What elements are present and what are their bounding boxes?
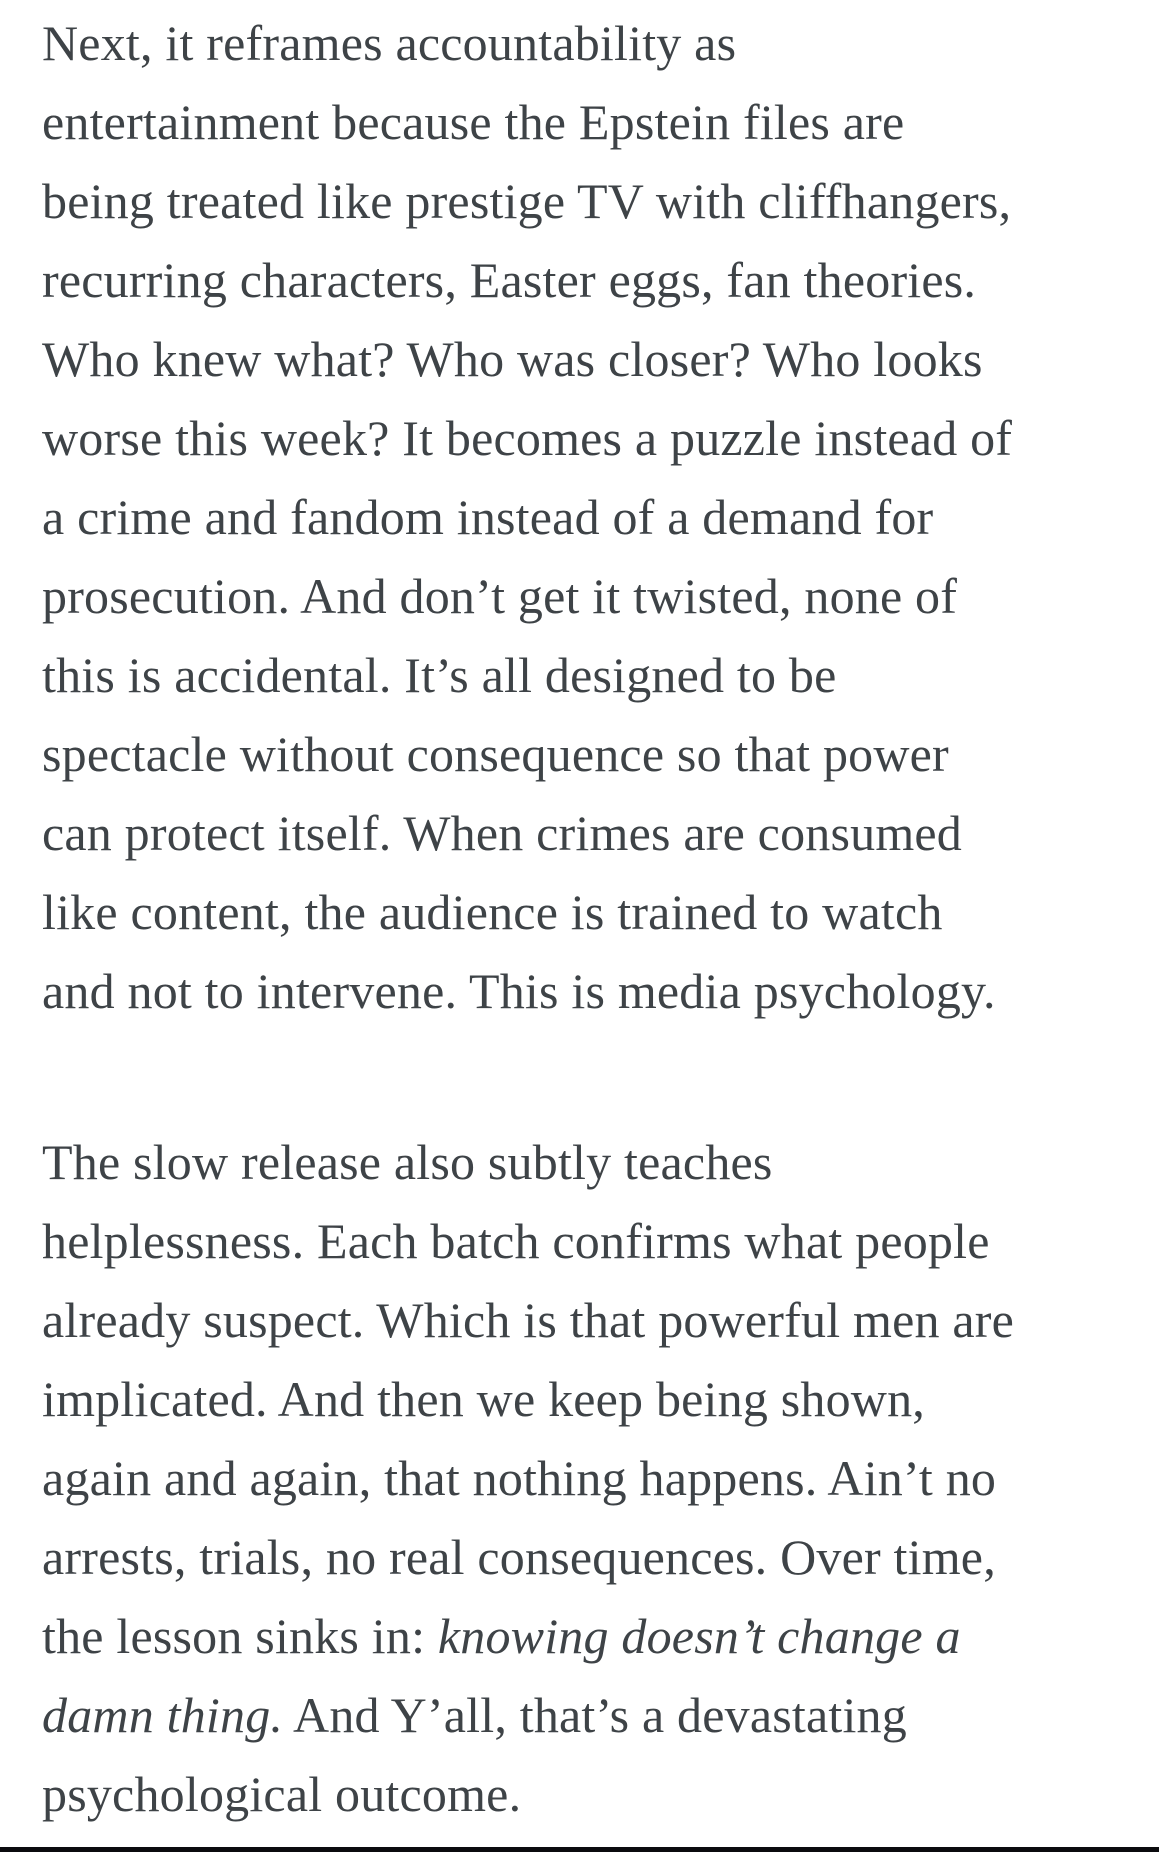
text-line [42,1360,1121,1439]
text-segment: already suspect. Which is that powerful men are [42,1292,1015,1348]
text-line [42,478,1121,557]
text-line [42,1518,1121,1597]
text-line [42,794,1121,873]
text-line [42,83,1121,162]
text-line [42,952,1121,1031]
text-line [42,1202,1121,1281]
text-segment: this is accidental. It’s all designed to be [42,647,837,703]
text-line [42,1755,1121,1834]
text-segment: a crime and fandom instead of a demand for [42,489,934,545]
text-line [42,557,1121,636]
text-line [42,162,1121,241]
text-segment: like content, the audience is trained to watch [42,884,943,940]
bottom-divider [0,1847,1159,1852]
text-segment: recurring characters, Easter eggs, fan theories. [42,252,977,308]
text-segment-italic: damn thing. [42,1687,284,1743]
text-segment: can protect itself. When crimes are consumed [42,805,963,861]
text-segment: implicated. And then we keep being shown, [42,1371,926,1427]
text-line [42,1676,1121,1755]
text-segment: spectacle without consequence so that power [42,726,949,782]
text-line [42,1439,1121,1518]
text-line [42,399,1121,478]
text-segment: and not to intervene. This is media psychology. [42,963,996,1019]
text-segment: entertainment because the Epstein files are [42,94,905,150]
text-line [42,715,1121,794]
text-line [42,873,1121,952]
text-segment-italic: knowing doesn’t change a [437,1608,961,1664]
text-segment: The slow release also subtly teaches [42,1134,773,1190]
paragraph-1 [42,4,1121,1031]
text-line [42,1597,1121,1676]
text-segment: again and again, that nothing happens. Ain’t no [42,1450,997,1506]
text-line [42,636,1121,715]
text-segment: And Y’all, that’s a devastating [283,1687,907,1743]
text-segment: Next, it reframes accountability as [42,15,737,71]
text-line [42,241,1121,320]
text-segment: being treated like prestige TV with cliffhangers, [42,173,1012,229]
text-line [42,320,1121,399]
text-segment: arrests, trials, no real consequences. Over time, [42,1529,996,1585]
paragraph-2 [42,1123,1121,1834]
text-segment: the lesson sinks in: [42,1608,438,1664]
text-segment: helplessness. Each batch confirms what people [42,1213,990,1269]
text-segment: worse this week? It becomes a puzzle instead of [42,410,1013,466]
text-segment: Who knew what? Who was closer? Who looks [42,331,983,387]
text-segment: psychological outcome. [42,1766,522,1822]
text-line [42,1123,1121,1202]
text-line [42,1281,1121,1360]
text-segment: prosecution. And don’t get it twisted, none of [42,568,958,624]
text-line [42,4,1121,83]
